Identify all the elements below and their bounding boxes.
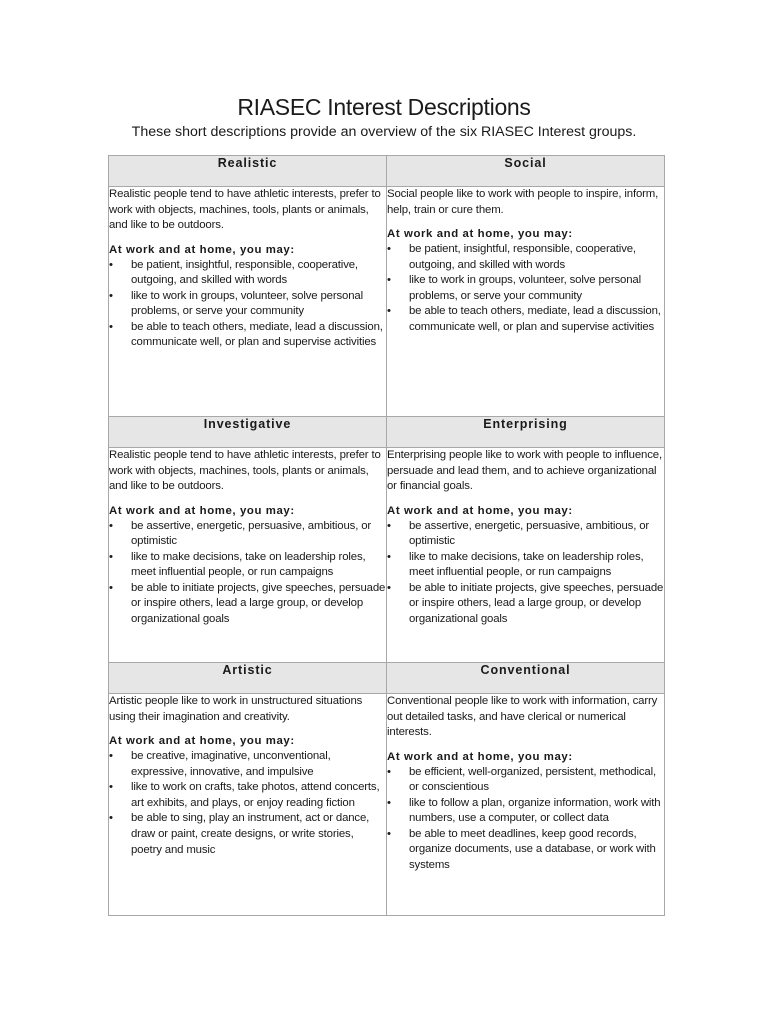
bullet-list xyxy=(109,749,386,858)
group-header-investigative: Investigative xyxy=(109,417,387,448)
group-header-enterprising: Enterprising xyxy=(387,417,665,448)
group-header-artistic: Artistic xyxy=(109,663,387,694)
riasec-table xyxy=(108,155,665,916)
at-work-heading: At work and at home, you may: xyxy=(109,243,295,256)
list-item-text: be assertive, energetic, persuasive, ambitious, or optimistic xyxy=(131,519,372,548)
bullet-icon: • xyxy=(387,305,391,318)
list-item-text: like to follow a plan, organize information, work with numbers, use a computer, or collect data xyxy=(409,796,661,825)
list-item xyxy=(387,304,664,335)
bullet-icon: • xyxy=(109,781,113,794)
list-item xyxy=(109,780,386,811)
list-item xyxy=(109,581,386,628)
list-item-text: be able to initiate projects, give speeches, persuade or inspire others, lead a large group, or develop organizational goals xyxy=(131,581,386,626)
list-item-text: be patient, insightful, responsible, cooperative, outgoing, and skilled with words xyxy=(409,243,636,271)
group-header-realistic: Realistic xyxy=(109,156,387,187)
group-header-conventional: Conventional xyxy=(387,663,665,694)
bullet-icon: • xyxy=(387,765,391,778)
list-item-text: like to work on crafts, take photos, attend concerts, art exhibits, and plays, or enjoy reading fiction xyxy=(131,781,380,809)
page-subtitle: These short descriptions provide an overview of the six RIASEC Interest groups. xyxy=(131,124,637,140)
list-item xyxy=(387,519,664,550)
group-description: Social people like to work with people to inspire, inform, help, train or cure them. xyxy=(387,188,659,216)
group-cell xyxy=(109,694,387,916)
list-item xyxy=(109,550,386,581)
page-title: RIASEC Interest Descriptions xyxy=(237,94,531,120)
list-item xyxy=(387,827,664,874)
group-header-social: Social xyxy=(387,156,665,187)
list-item-text: be assertive, energetic, persuasive, ambitious, or optimistic xyxy=(409,519,650,548)
bullet-list xyxy=(109,519,386,628)
bullet-icon: • xyxy=(109,289,113,302)
list-item xyxy=(109,811,386,858)
bullet-icon: • xyxy=(387,550,391,563)
list-item-text: like to work in groups, volunteer, solve personal problems, or serve your community xyxy=(409,274,641,302)
list-item-text: be efficient, well-organized, persistent, methodical, or conscientious xyxy=(409,765,656,794)
at-work-heading: At work and at home, you may: xyxy=(109,504,295,517)
group-cell xyxy=(387,448,665,663)
bullet-icon: • xyxy=(387,581,391,594)
group-cell xyxy=(109,448,387,663)
at-work-heading: At work and at home, you may: xyxy=(387,228,573,240)
body-row xyxy=(109,187,665,417)
bullet-list xyxy=(387,765,664,874)
list-item xyxy=(387,273,664,304)
at-work-heading: At work and at home, you may: xyxy=(387,750,573,763)
group-description: Realistic people tend to have athletic interests, prefer to work with objects, machines, tools, plants or animals, and like to be outdoors. xyxy=(109,449,381,492)
bullet-icon: • xyxy=(387,274,391,287)
bullet-list xyxy=(387,242,664,336)
list-item-text: be able to sing, play an instrument, act or dance, draw or paint, create designs, or write stories, poetry and music xyxy=(131,812,370,856)
group-description: Conventional people like to work with information, carry out detailed tasks, and have clerical or numerical interests. xyxy=(387,695,658,738)
list-item xyxy=(109,749,386,780)
bullet-list xyxy=(109,258,386,352)
list-item xyxy=(387,796,664,827)
bullet-icon: • xyxy=(387,827,391,840)
list-item xyxy=(109,320,386,351)
bullet-icon: • xyxy=(387,796,391,809)
at-work-heading: At work and at home, you may: xyxy=(387,504,573,517)
list-item xyxy=(387,765,664,796)
list-item-text: be able to initiate projects, give speeches, persuade or inspire others, lead a large group, or develop organizational goals xyxy=(409,581,664,626)
group-cell xyxy=(387,694,665,916)
list-item xyxy=(387,550,664,581)
bullet-icon: • xyxy=(109,519,113,532)
at-work-heading: At work and at home, you may: xyxy=(109,735,295,747)
list-item xyxy=(109,258,386,289)
bullet-icon: • xyxy=(109,812,113,825)
body-row xyxy=(109,448,665,663)
header-row xyxy=(109,156,665,187)
list-item xyxy=(387,581,664,628)
group-description: Enterprising people like to work with people to influence, persuade and lead them, and to achieve organizational or financial goals. xyxy=(387,449,662,492)
bullet-icon: • xyxy=(387,243,391,255)
list-item-text: be creative, imaginative, unconventional, expressive, innovative, and impulsive xyxy=(131,750,331,778)
list-item-text: be able to teach others, mediate, lead a discussion, communicate well, or plan and supervise activities xyxy=(131,320,383,349)
group-cell xyxy=(109,187,387,417)
group-description: Artistic people like to work in unstructured situations using their imagination and creativity. xyxy=(109,695,363,723)
header-row xyxy=(109,417,665,448)
bullet-icon: • xyxy=(109,581,113,594)
list-item-text: be able to teach others, mediate, lead a discussion, communicate well, or plan and supervise activities xyxy=(409,305,661,333)
list-item-text: be patient, insightful, responsible, cooperative, outgoing, and skilled with words xyxy=(131,258,358,287)
list-item xyxy=(387,242,664,273)
bullet-icon: • xyxy=(109,320,113,333)
group-cell xyxy=(387,187,665,417)
bullet-icon: • xyxy=(109,750,113,762)
body-row xyxy=(109,694,665,916)
list-item-text: be able to meet deadlines, keep good records, organize documents, use a database, or work with systems xyxy=(409,827,656,872)
header-row xyxy=(109,663,665,694)
bullet-icon: • xyxy=(109,550,113,563)
bullet-icon: • xyxy=(387,519,391,532)
list-item-text: like to make decisions, take on leadership roles, meet influential people, or run campaigns xyxy=(409,550,644,579)
list-item xyxy=(109,289,386,320)
list-item-text: like to work in groups, volunteer, solve personal problems, or serve your community xyxy=(131,289,363,318)
bullet-list xyxy=(387,519,664,628)
bullet-icon: • xyxy=(109,258,113,271)
list-item xyxy=(109,519,386,550)
list-item-text: like to make decisions, take on leadership roles, meet influential people, or run campaigns xyxy=(131,550,366,579)
group-description: Realistic people tend to have athletic interests, prefer to work with objects, machines, tools, plants or animals, and like to be outdoors. xyxy=(109,188,381,231)
